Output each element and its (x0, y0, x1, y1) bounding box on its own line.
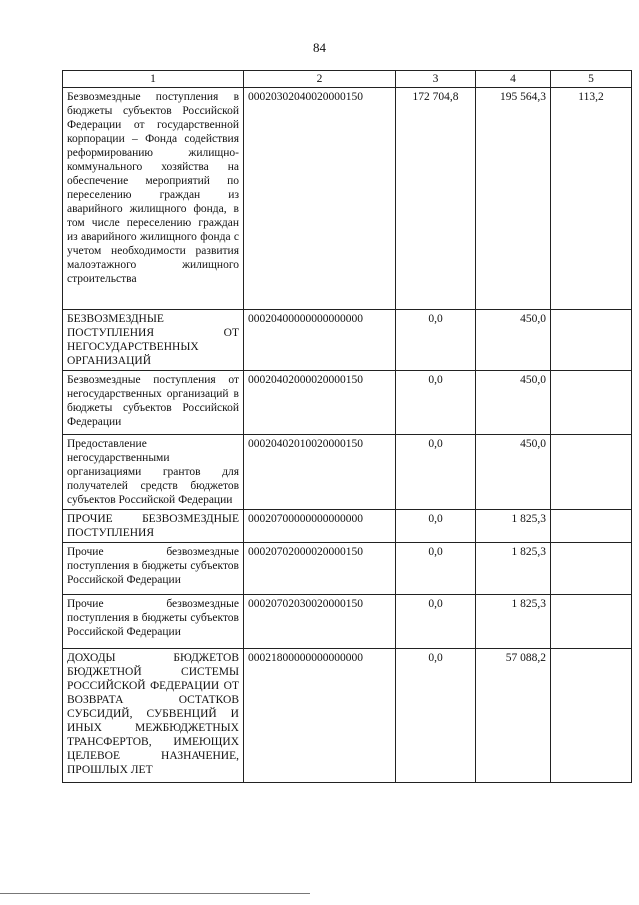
table-row (63, 510, 632, 543)
row-value-col5 (551, 595, 632, 649)
row-value-col5 (551, 649, 632, 783)
column-header-1: 1 (63, 71, 244, 88)
column-header-4: 4 (476, 71, 551, 88)
row-value-col3: 0,0 (396, 310, 476, 371)
row-code: 00020402010020000150 (244, 435, 396, 510)
row-value-col4: 1 825,3 (476, 510, 551, 543)
table-row (63, 435, 632, 510)
row-value-col3: 0,0 (396, 543, 476, 595)
row-value-col3: 0,0 (396, 371, 476, 435)
row-value-col4: 450,0 (476, 310, 551, 371)
row-value-col5: 113,2 (551, 88, 632, 310)
row-description: ПРОЧИЕ БЕЗВОЗМЕЗДНЫЕ ПОСТУПЛЕНИЯ (63, 510, 244, 543)
budget-table (62, 70, 632, 783)
row-value-col4: 1 825,3 (476, 543, 551, 595)
column-header-3: 3 (396, 71, 476, 88)
page-number: 84 (313, 40, 326, 55)
row-code: 00020702000020000150 (244, 543, 396, 595)
row-value-col3: 172 704,8 (396, 88, 476, 310)
row-value-col4: 57 088,2 (476, 649, 551, 783)
row-value-col3: 0,0 (396, 510, 476, 543)
column-header-2: 2 (244, 71, 396, 88)
row-value-col5 (551, 371, 632, 435)
row-code: 00020302040020000150 (244, 88, 396, 310)
row-value-col4: 1 825,3 (476, 595, 551, 649)
row-code: 00020400000000000000 (244, 310, 396, 371)
row-description: ДОХОДЫ БЮДЖЕТОВ БЮДЖЕТНОЙ СИСТЕМЫ РОССИЙСКОЙ ФЕДЕРАЦИИ ОТ ВОЗВРАТА ОСТАТКОВ СУБСИДИЙ, СУБВЕНЦИЙ И ИНЫХ МЕЖБЮДЖЕТНЫХ ТРАНСФЕРТОВ, ИМЕЮЩИХ ЦЕЛЕВОЕ НАЗНАЧЕНИЕ, ПРОШЛЫХ ЛЕТ (63, 649, 244, 783)
row-value-col4: 450,0 (476, 371, 551, 435)
table-row (63, 371, 632, 435)
row-code: 00020700000000000000 (244, 510, 396, 543)
row-description: Безвозмездные поступления от негосударственных организаций в бюджеты субъектов Российской Федерации (63, 371, 244, 435)
row-value-col3: 0,0 (396, 595, 476, 649)
table-header-row (63, 71, 632, 88)
row-code: 00020702030020000150 (244, 595, 396, 649)
row-description: Безвозмездные поступления в бюджеты субъектов Российской Федерации от государственной корпорации – Фонда содействия реформированию жилищно-коммунального хозяйства на обеспечение мероприятий по переселению граждан из аварийного жилищного фонда, в том числе переселению граждан из аварийного жилищного фонда с учетом необходимости развития малоэтажного жилищного строительства (63, 88, 244, 310)
row-description: БЕЗВОЗМЕЗДНЫЕ ПОСТУПЛЕНИЯ ОТ НЕГОСУДАРСТВЕННЫХ ОРГАНИЗАЦИЙ (63, 310, 244, 371)
row-code: 00021800000000000000 (244, 649, 396, 783)
column-header-5: 5 (551, 71, 632, 88)
row-value-col3: 0,0 (396, 435, 476, 510)
row-value-col4: 195 564,3 (476, 88, 551, 310)
table-row (63, 595, 632, 649)
row-value-col3: 0,0 (396, 649, 476, 783)
table-row (63, 88, 632, 310)
footer-divider (0, 893, 310, 894)
table-row (63, 649, 632, 783)
row-description: Прочие безвозмездные поступления в бюджеты субъектов Российской Федерации (63, 543, 244, 595)
table-row (63, 543, 632, 595)
row-code: 00020402000020000150 (244, 371, 396, 435)
row-description: Предоставление негосударственными организациями грантов для получателей средств бюджетов субъектов Российской Федерации (63, 435, 244, 510)
table-row (63, 310, 632, 371)
row-value-col5 (551, 543, 632, 595)
row-value-col5 (551, 310, 632, 371)
row-value-col4: 450,0 (476, 435, 551, 510)
row-description: Прочие безвозмездные поступления в бюджеты субъектов Российской Федерации (63, 595, 244, 649)
row-value-col5 (551, 510, 632, 543)
row-value-col5 (551, 435, 632, 510)
